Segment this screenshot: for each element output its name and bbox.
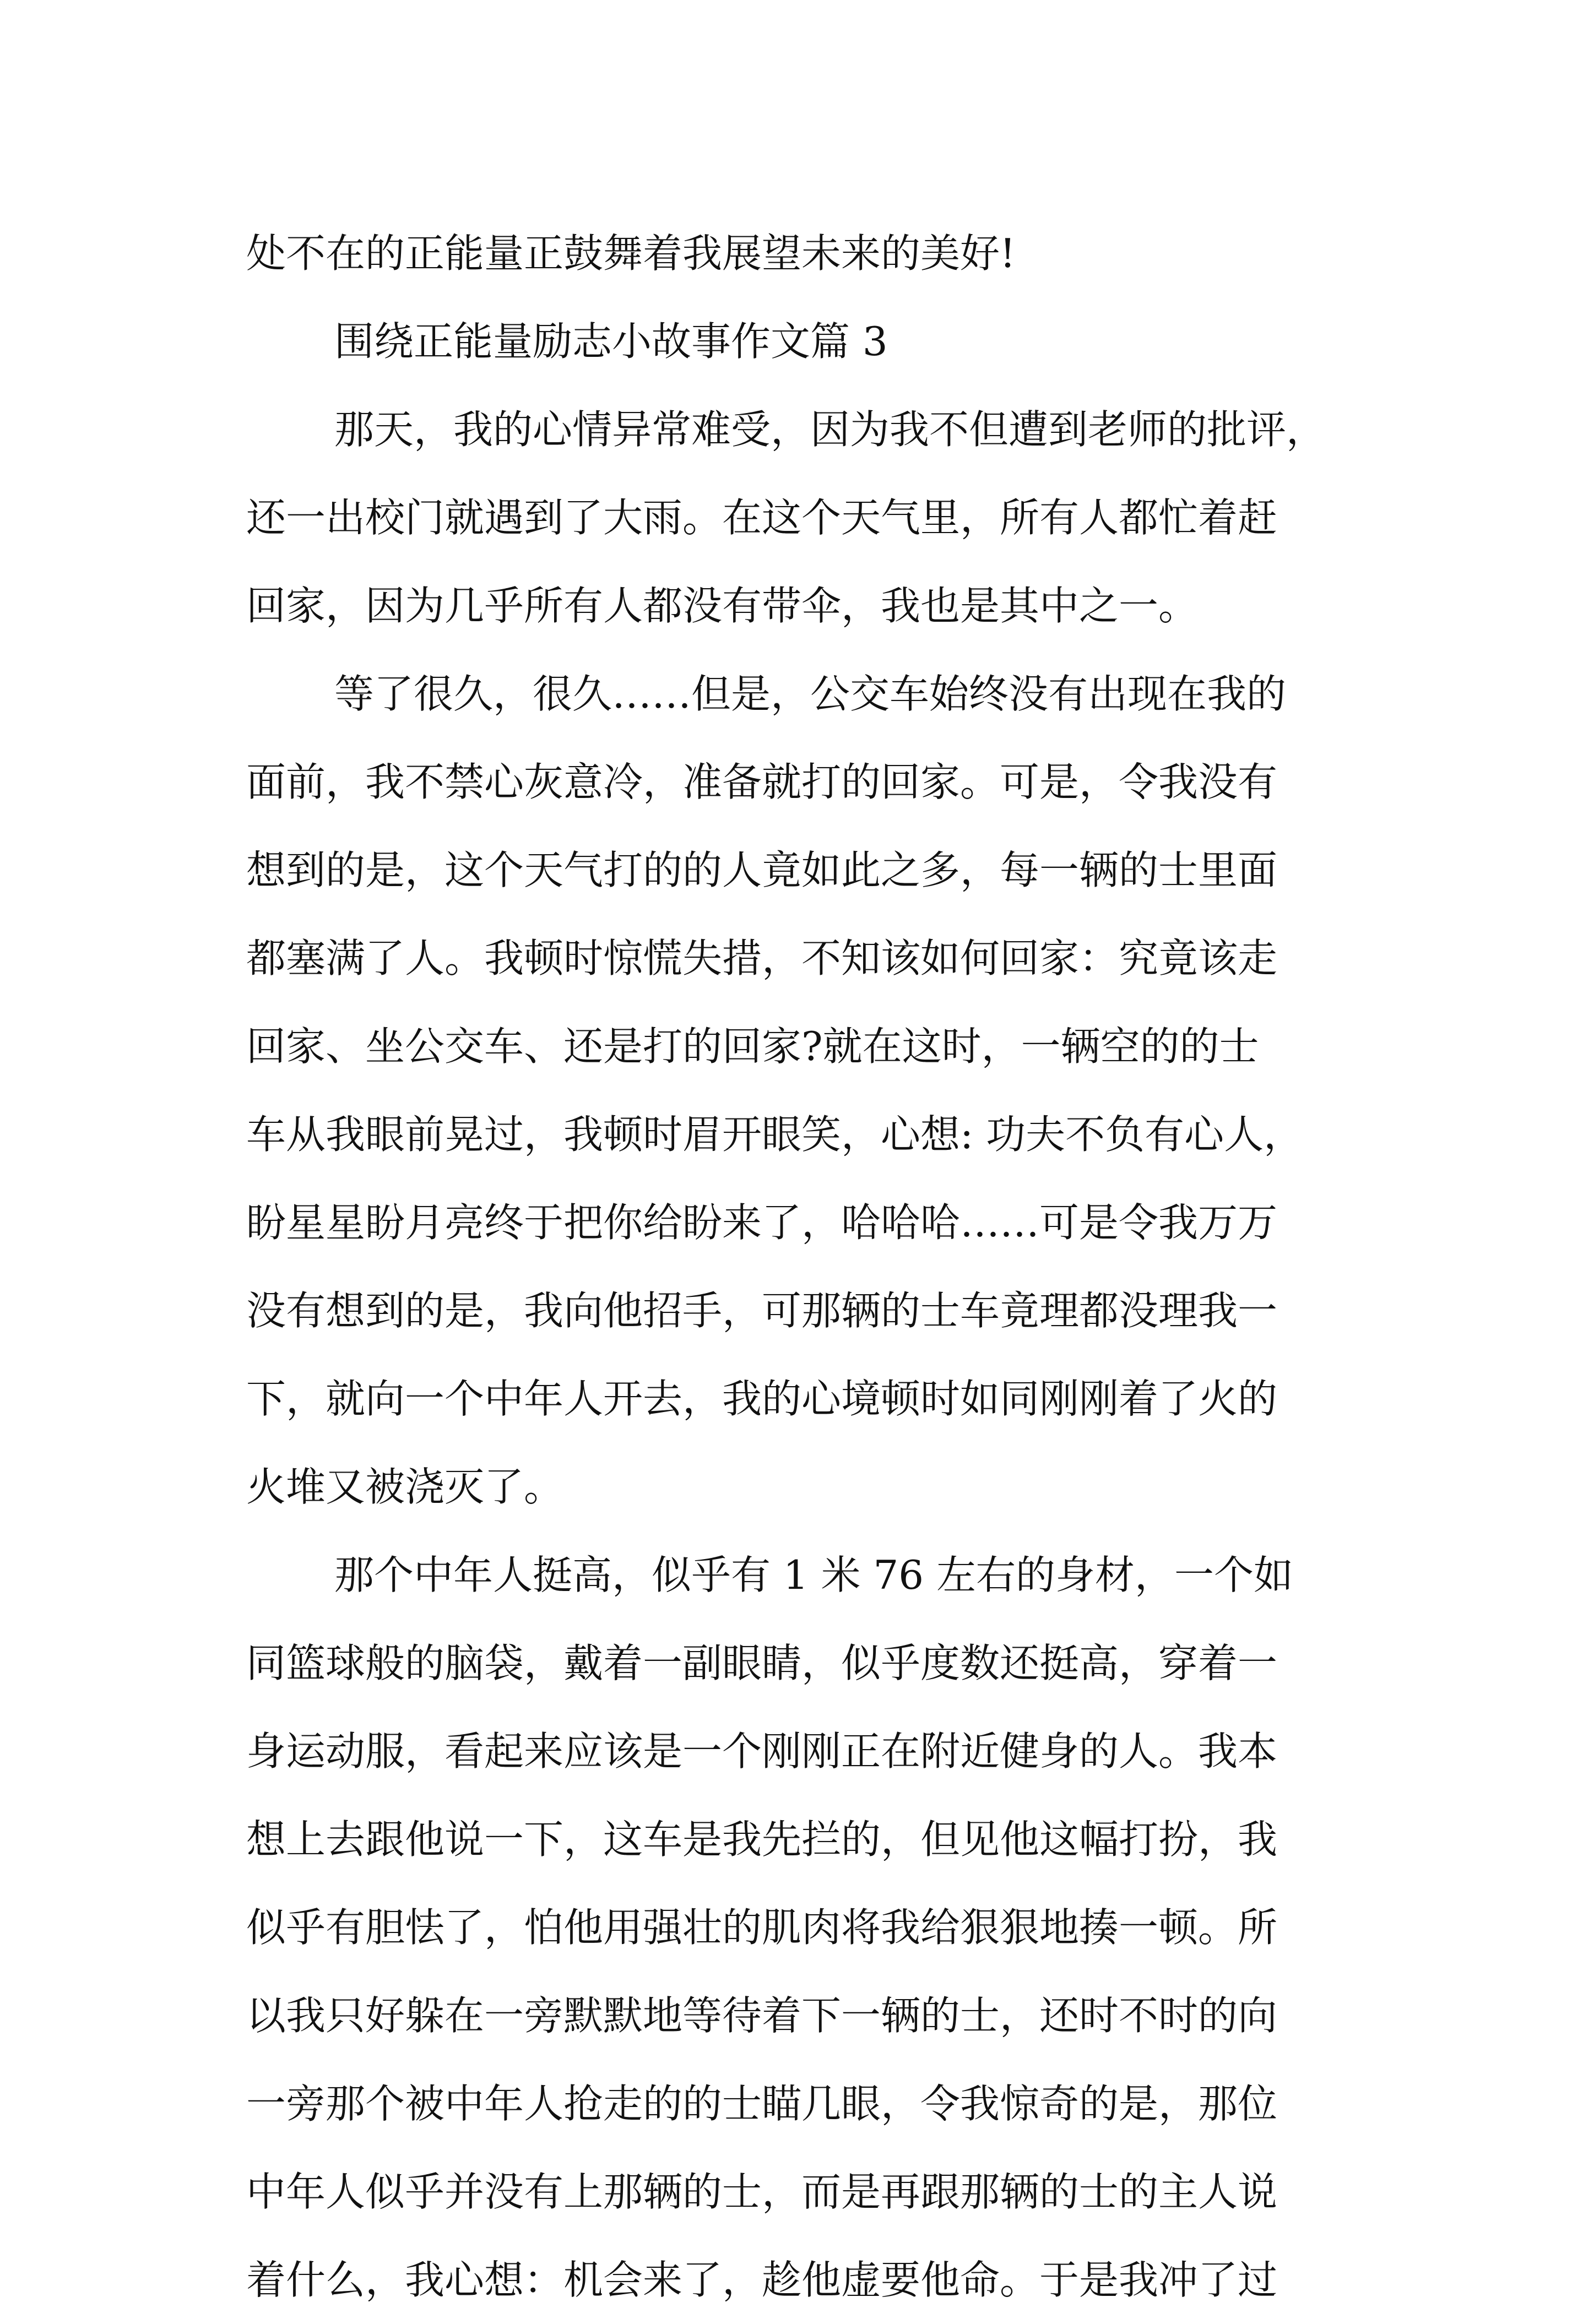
text-line: 那天，我的心情异常难受，因为我不但遭到老师的批评， xyxy=(334,406,1326,453)
text-line: 处不在的正能量正鼓舞着我展望未来的美好! xyxy=(246,230,1016,276)
text-line: 那个中年人挺高，似乎有 1 米 76 左右的身材，一个如 xyxy=(334,1552,1293,1598)
text-line: 火堆又被浇灭了。 xyxy=(246,1464,564,1510)
text-line: 想上去跟他说一下，这车是我先拦的，但见他这幅打扮，我 xyxy=(246,1816,1278,1863)
text-line: 车从我眼前晃过，我顿时眉开眼笑，心想: 功夫不负有心人， xyxy=(246,1111,1304,1158)
text-line: 一旁那个被中年人抢走的的士瞄几眼，令我惊奇的是，那位 xyxy=(246,2081,1278,2127)
text-line: 同篮球般的脑袋，戴着一副眼睛，似乎度数还挺高，穿着一 xyxy=(246,1640,1278,1686)
text-line: 没有想到的是，我向他招手，可那辆的士车竟理都没理我一 xyxy=(246,1288,1278,1334)
document-body xyxy=(246,209,1370,2324)
text-line: 盼星星盼月亮终于把你给盼来了，哈哈哈……可是令我万万 xyxy=(246,1199,1278,1246)
text-line: 中年人似乎并没有上那辆的士，而是再跟那辆的士的主人说 xyxy=(246,2169,1278,2215)
text-line: 回家、坐公交车、还是打的回家?就在这时，一辆空的的士 xyxy=(246,1023,1259,1069)
text-line: 还一出校门就遇到了大雨。在这个天气里，所有人都忙着赶 xyxy=(246,495,1278,541)
text-line: 下，就向一个中年人开去，我的心境顿时如同刚刚着了火的 xyxy=(246,1376,1278,1422)
text-line: 等了很久，很久……但是，公交车始终没有出现在我的 xyxy=(334,671,1287,717)
text-line: 似乎有胆怯了，怕他用强壮的肌肉将我给狠狠地揍一顿。所 xyxy=(246,1904,1278,1951)
text-line: 身运动服，看起来应该是一个刚刚正在附近健身的人。我本 xyxy=(246,1728,1278,1774)
text-line: 以我只好躲在一旁默默地等待着下一辆的士，还时不时的向 xyxy=(246,1992,1278,2039)
text-line: 回家，因为几乎所有人都没有带伞，我也是其中之一。 xyxy=(246,583,1199,629)
text-line: 都塞满了人。我顿时惊慌失措，不知该如何回家：究竟该走 xyxy=(246,935,1278,981)
text-line: 着什么，我心想：机会来了，趁他虚要他命。于是我冲了过 xyxy=(246,2257,1278,2303)
text-line: 围绕正能量励志小故事作文篇 3 xyxy=(334,318,888,365)
text-line: 想到的是，这个天气打的的人竟如此之多，每一辆的士里面 xyxy=(246,847,1278,893)
text-line: 面前，我不禁心灰意冷，准备就打的回家。可是，令我没有 xyxy=(246,759,1278,805)
